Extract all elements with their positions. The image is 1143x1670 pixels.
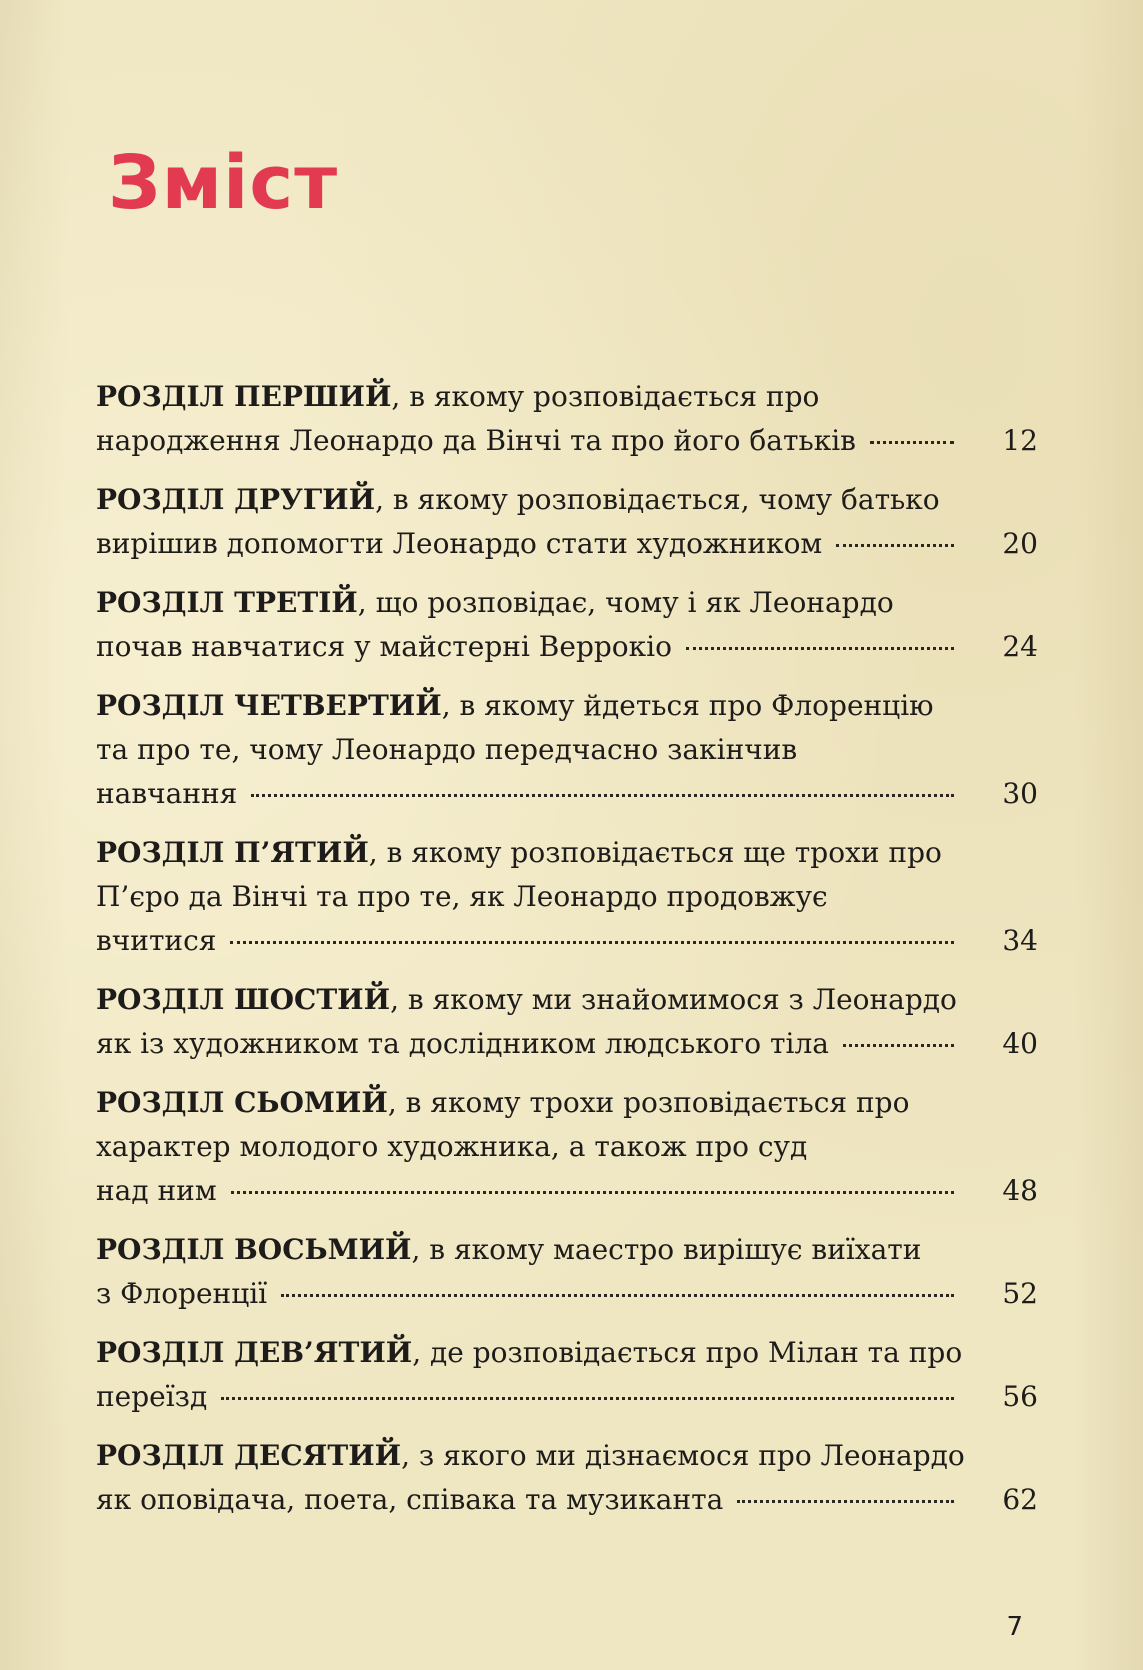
dot-leader <box>737 1500 954 1503</box>
toc-entry-last-line <box>96 1022 968 1066</box>
chapter-description: почав навчатися у майстерні Веррокіо <box>96 630 672 663</box>
dot-leader <box>870 441 954 444</box>
toc-entry-heading <box>96 1081 968 1125</box>
toc-entry[interactable] <box>96 1228 1038 1316</box>
page-number: 7 <box>1006 1612 1023 1642</box>
chapter-label: РОЗДІЛ ДРУГИЙ <box>96 483 376 516</box>
chapter-description: характер молодого художника, а також про суд <box>96 1130 808 1163</box>
toc-entry-last-line <box>96 419 968 463</box>
chapter-description: навчання <box>96 777 238 810</box>
toc-entry-last-line <box>96 1272 968 1316</box>
dot-leader <box>843 1044 954 1047</box>
toc-entry-heading <box>96 375 968 419</box>
toc-entry-heading <box>96 1434 968 1478</box>
chapter-label: РОЗДІЛ ДЕВ’ЯТИЙ <box>96 1336 413 1369</box>
toc-page-number: 24 <box>1002 630 1038 663</box>
chapter-description: , що розповідає, чому і як Леонардо <box>357 586 894 619</box>
toc-entry-last-line <box>96 1478 968 1522</box>
toc-entry-heading <box>96 478 968 522</box>
toc-entry-heading <box>96 1228 968 1272</box>
toc-page-number: 30 <box>1002 777 1038 810</box>
chapter-description: вчитися <box>96 924 217 957</box>
toc-entry[interactable] <box>96 478 1038 566</box>
chapter-label: РОЗДІЛ ПЕРШИЙ <box>96 380 392 413</box>
chapter-description: , з якого ми дізнаємося про Леонардо <box>401 1439 965 1472</box>
dot-leader <box>251 794 954 797</box>
toc-entry-last-line <box>96 919 968 963</box>
chapter-description: , в якому ми знайомимося з Леонардо <box>390 983 957 1016</box>
dot-leader <box>231 1191 954 1194</box>
toc-entry[interactable] <box>96 978 1038 1066</box>
dot-leader <box>281 1294 954 1297</box>
toc-page-number: 52 <box>1002 1277 1038 1310</box>
chapter-label: РОЗДІЛ ВОСЬМИЙ <box>96 1233 412 1266</box>
chapter-label: РОЗДІЛ ТРЕТІЙ <box>96 586 358 619</box>
chapter-description: , в якому йдеться про Флоренцію <box>441 689 934 722</box>
toc-page-number: 20 <box>1002 527 1038 560</box>
toc-entry-last-line <box>96 1169 968 1213</box>
chapter-description: П’єро да Вінчі та про те, як Леонардо продовжує <box>96 880 828 913</box>
chapter-label: РОЗДІЛ П’ЯТИЙ <box>96 836 369 869</box>
dot-leader <box>836 544 954 547</box>
table-of-contents <box>96 375 1038 1537</box>
dot-leader <box>230 941 954 944</box>
chapter-description: , в якому розповідається про <box>391 380 820 413</box>
toc-entry[interactable] <box>96 1331 1038 1419</box>
toc-entry[interactable] <box>96 375 1038 463</box>
toc-entry[interactable] <box>96 831 1038 963</box>
page-title: Зміст <box>108 140 339 226</box>
chapter-label: РОЗДІЛ ШОСТИЙ <box>96 983 391 1016</box>
chapter-description: , в якому маестро вирішує виїхати <box>411 1233 922 1266</box>
toc-entry-last-line <box>96 625 968 669</box>
toc-entry-heading <box>96 684 968 728</box>
toc-entry-last-line <box>96 1375 968 1419</box>
chapter-description: , в якому розповідається, чому батько <box>375 483 940 516</box>
chapter-description: , в якому розповідається ще трохи про <box>368 836 942 869</box>
toc-entry[interactable] <box>96 1081 1038 1213</box>
toc-entry[interactable] <box>96 1434 1038 1522</box>
toc-page-number: 56 <box>1002 1380 1038 1413</box>
toc-entry-heading <box>96 831 968 875</box>
toc-entry-heading <box>96 581 968 625</box>
toc-entry-heading <box>96 978 968 1022</box>
toc-entry[interactable] <box>96 684 1038 816</box>
chapter-label: РОЗДІЛ ЧЕТВЕРТИЙ <box>96 689 442 722</box>
chapter-description: як оповідача, поета, співака та музиканта <box>96 1483 724 1516</box>
toc-entry-last-line <box>96 522 968 566</box>
toc-page-number: 12 <box>1002 424 1038 457</box>
toc-page-number: 40 <box>1002 1027 1038 1060</box>
chapter-description: народження Леонардо да Вінчі та про його батьків <box>96 424 856 457</box>
chapter-description: як із художником та дослідником людського тіла <box>96 1027 829 1060</box>
chapter-label: РОЗДІЛ ДЕСЯТИЙ <box>96 1439 402 1472</box>
chapter-label: РОЗДІЛ СЬОМИЙ <box>96 1086 388 1119</box>
dot-leader <box>686 647 954 650</box>
toc-entry-last-line <box>96 772 968 816</box>
chapter-description: переїзд <box>96 1380 208 1413</box>
chapter-description: , в якому трохи розповідається про <box>387 1086 910 1119</box>
chapter-description: , де розповідається про Мілан та про <box>412 1336 963 1369</box>
chapter-description: з Флоренції <box>96 1277 268 1310</box>
chapter-description: та про те, чому Леонардо передчасно закінчив <box>96 733 798 766</box>
chapter-description: над ним <box>96 1174 217 1207</box>
chapter-description: вирішив допомогти Леонардо стати художником <box>96 527 823 560</box>
toc-entry[interactable] <box>96 581 1038 669</box>
toc-page-number: 48 <box>1002 1174 1038 1207</box>
toc-page-number: 62 <box>1002 1483 1038 1516</box>
toc-entry-heading <box>96 1331 968 1375</box>
toc-page-number: 34 <box>1002 924 1038 957</box>
dot-leader <box>221 1397 954 1400</box>
